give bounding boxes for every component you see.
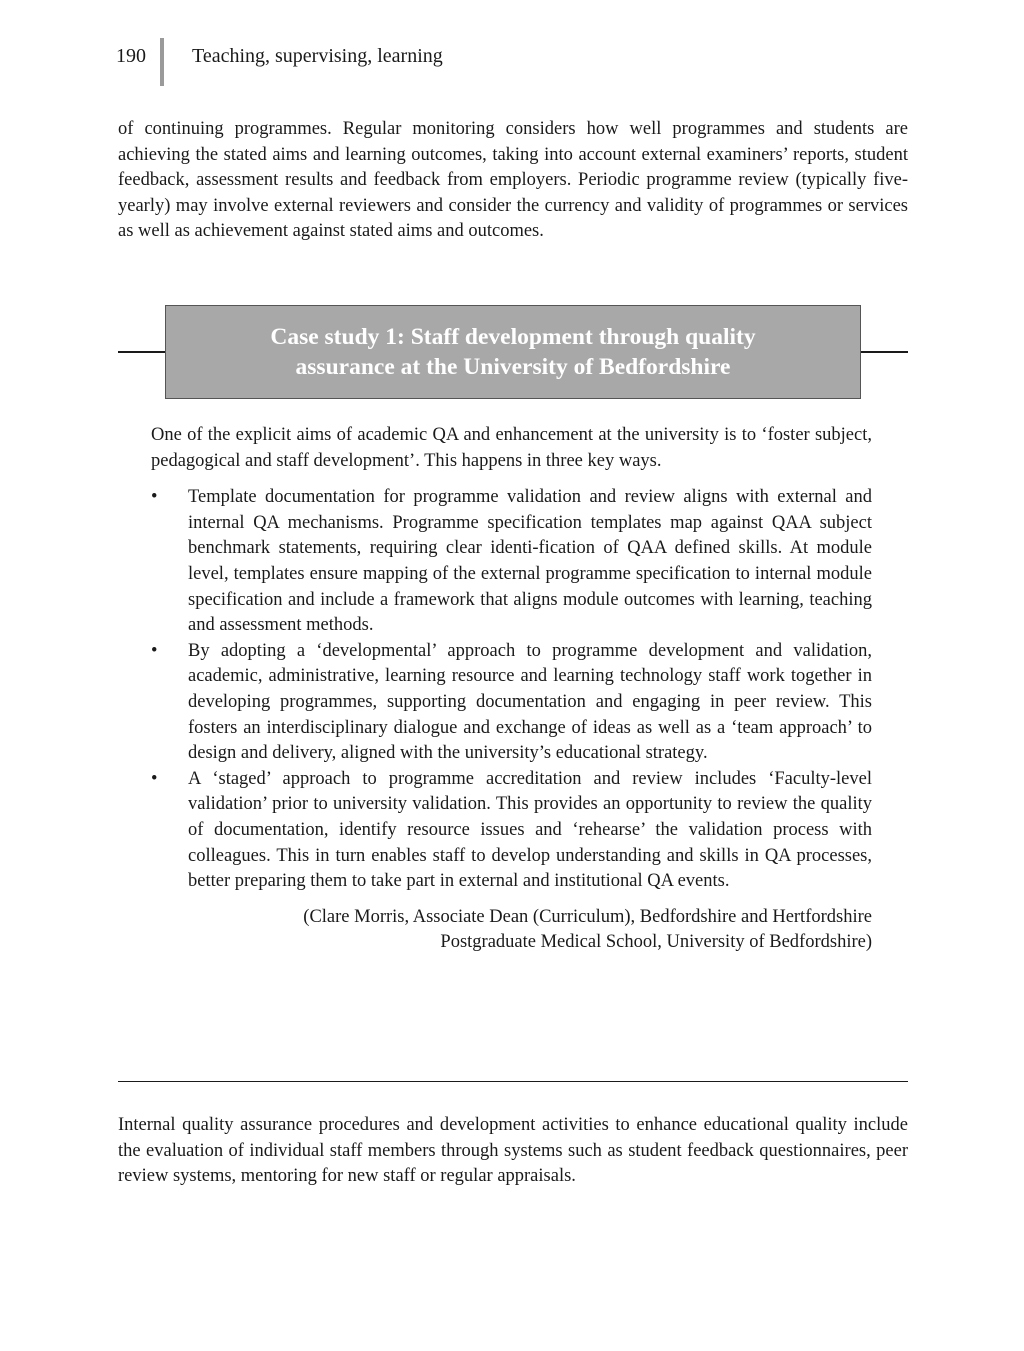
attribution-line-2: Postgraduate Medical School, University of Bedfordshire)	[440, 932, 872, 953]
header-divider	[160, 38, 164, 86]
case-study-bullet-list	[151, 485, 872, 895]
running-title: Teaching, supervising, learning	[192, 45, 443, 67]
bullet-icon: •	[151, 768, 158, 789]
case-study-rule-right	[860, 351, 908, 353]
case-study-title	[213, 322, 813, 382]
bullet-text: By adopting a ‘developmental’ approach to programme development and validation, academic, administrative, learning resource and learning technology staff work together in developing programmes, supporting documentation and engaging in peer review. This fosters an interdisciplinary dialogue and exchange of ideas as well as a ‘team approach’ to design and delivery, aligned with the university’s educational strategy.	[188, 640, 872, 764]
page-header	[116, 38, 443, 86]
case-study-attribution	[151, 905, 872, 956]
bullet-text: A ‘staged’ approach to programme accreditation and review includes ‘Faculty-level validation’ prior to university validation. This provides an opportunity to review the quality of documentation, identify resource issues and ‘rehearse’ the validation process with colleagues. This in turn enables staff to develop understanding and skills in QA processes, better preparing them to take part in external and institutional QA events.	[188, 768, 872, 892]
case-study-rule-left	[118, 351, 166, 353]
attribution-line-1: (Clare Morris, Associate Dean (Curriculum), Bedfordshire and Hertfordshire	[303, 906, 872, 927]
case-study-intro: One of the explicit aims of academic QA and enhancement at the university is to ‘foster subject, pedagogical and staff development’. This happens in three key ways.	[151, 425, 872, 471]
body-paragraph-top: of continuing programmes. Regular monitoring considers how well programmes and students are achieving the stated aims and learning outcomes, taking into account external examiners’ reports, student feedback, assessment results and feedback from employers. Periodic programme review (typically five-yearly) may involve external reviewers and consider the currency and validity of programmes or services as well as achievement against stated aims and outcomes.	[118, 119, 908, 242]
body-paragraph-bottom: Internal quality assurance procedures and development activities to enhance educational quality include the evaluation of individual staff members through systems such as student feedback questionnaires, peer review systems, mentoring for new staff or regular appraisals.	[118, 1115, 908, 1187]
case-study-end-rule	[118, 1081, 908, 1082]
bullet-text: Template documentation for programme validation and review aligns with external and internal QA mechanisms. Programme specification templates map against QAA subject benchmark statements, requiring clear identi-fication of QAA defined skills. At module level, templates ensure mapping of the external programme specification to internal module specification and include a framework that aligns module outcomes with learning, teaching and assessment methods.	[188, 487, 872, 636]
page-number: 190	[116, 45, 146, 67]
case-study-title-line-2: assurance at the University of Bedfordshire	[295, 354, 731, 380]
bullet-item	[151, 767, 872, 895]
bullet-item	[151, 485, 872, 639]
bullet-item	[151, 639, 872, 767]
bullet-icon: •	[151, 487, 158, 508]
case-study-title-line-1: Case study 1: Staff development through quality	[270, 324, 756, 350]
case-study-body	[151, 423, 872, 956]
case-study-title-box	[165, 305, 861, 399]
bullet-icon: •	[151, 640, 158, 661]
